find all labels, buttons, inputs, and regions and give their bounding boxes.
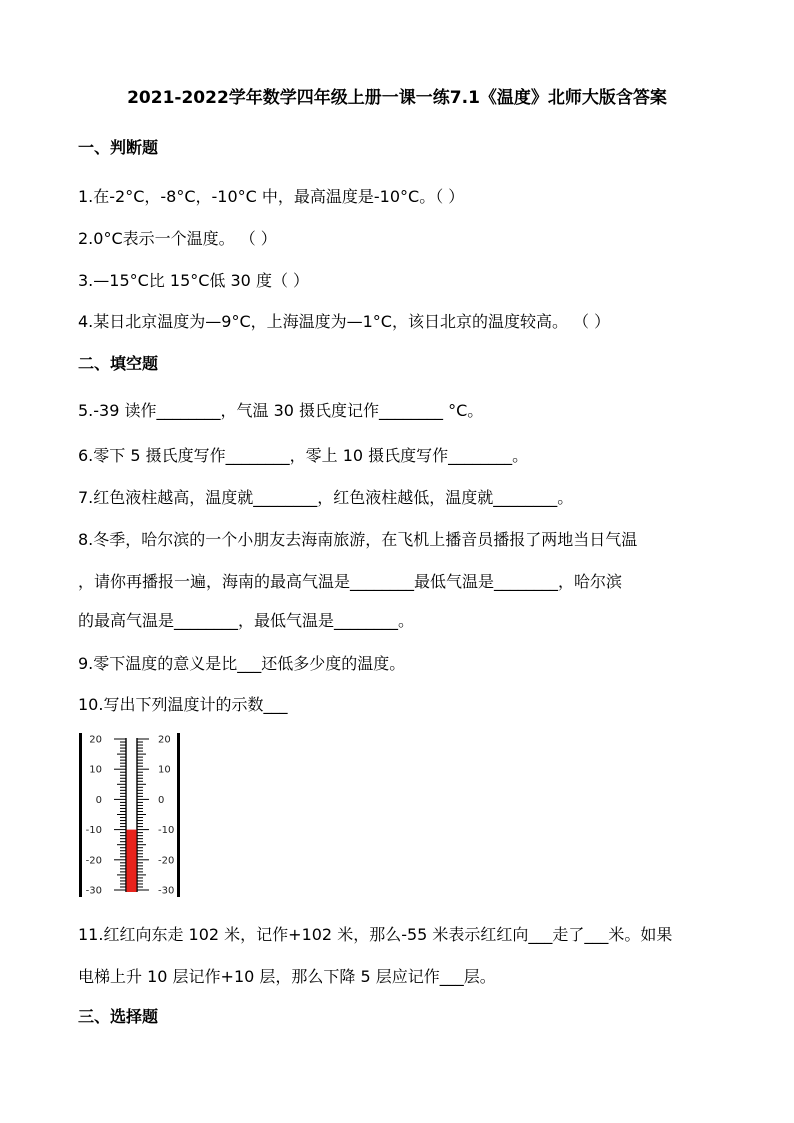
question-8-line-2: ，请你再播报一遍，海南的最高气温是________最低气温是________，哈尔滨 xyxy=(78,572,623,591)
question-4: 4.某日北京温度为—9°C，上海温度为—1°C，该日北京的温度较高。 （ ） xyxy=(78,312,611,331)
question-7: 7.红色液柱越高，温度就________，红色液柱越低，温度就________。 xyxy=(78,488,574,507)
thermometer-left-border xyxy=(79,733,82,897)
thermometer-label-right: 0 xyxy=(158,794,165,806)
question-5: 5.-39 读作________，气温 30 摄氏度记作________ °C。 xyxy=(78,401,484,420)
thermometer-right-labels xyxy=(158,735,174,897)
question-8-line-3: 的最高气温是________，最低气温是________。 xyxy=(78,611,415,630)
thermometer-label-right: -20 xyxy=(158,855,175,867)
thermometer-label-left: -10 xyxy=(85,825,102,837)
question-11-line-1: 11.红红向东走 102 米，记作+102 米，那么-55 米表示红红向___走了___米。如果 xyxy=(78,925,673,944)
thermometer-label-right: -10 xyxy=(158,825,175,837)
thermometer-label-left: -30 xyxy=(85,885,102,897)
thermometer-label-left: 10 xyxy=(89,764,102,776)
section-heading-judgement: 一、判断题 xyxy=(78,138,159,157)
thermometer-left-labels xyxy=(86,735,102,897)
thermometer-label-right: 10 xyxy=(158,764,171,776)
thermometer-label-left: -20 xyxy=(85,855,102,867)
thermometer-label-right: 20 xyxy=(158,734,171,746)
question-8-line-1: 8.冬季，哈尔滨的一个小朋友去海南旅游，在飞机上播音员播报了两地当日气温 xyxy=(78,530,638,549)
section-heading-fill-blank: 二、填空题 xyxy=(78,354,159,373)
thermometer-figure xyxy=(76,730,186,900)
section-heading-choice: 三、选择题 xyxy=(78,1007,159,1026)
question-11-line-2: 电梯上升 10 层记作+10 层，那么下降 5 层应记作___层。 xyxy=(78,967,496,986)
question-6: 6.零下 5 摄氏度写作________，零上 10 摄氏度写作________。 xyxy=(78,446,529,465)
thermometer-label-right: -30 xyxy=(158,885,175,897)
page-title: 2021-2022学年数学四年级上册一课一练7.1《温度》北师大版含答案 xyxy=(127,88,667,108)
question-9: 9.零下温度的意义是比___还低多少度的温度。 xyxy=(78,654,406,673)
question-2: 2.0°C表示一个温度。 （ ） xyxy=(78,229,277,248)
question-3: 3.—15°C比 15°C低 30 度（ ） xyxy=(78,271,310,290)
thermometer-label-left: 0 xyxy=(95,794,102,806)
question-10: 10.写出下列温度计的示数___ xyxy=(78,695,288,714)
thermometer-svg xyxy=(76,730,186,900)
thermometer-liquid-column xyxy=(127,830,137,892)
thermometer-label-left: 20 xyxy=(89,734,102,746)
question-1: 1.在-2°C，-8°C，-10°C 中，最高温度是-10°C。（ ） xyxy=(78,187,465,206)
thermometer-right-border xyxy=(177,733,180,897)
